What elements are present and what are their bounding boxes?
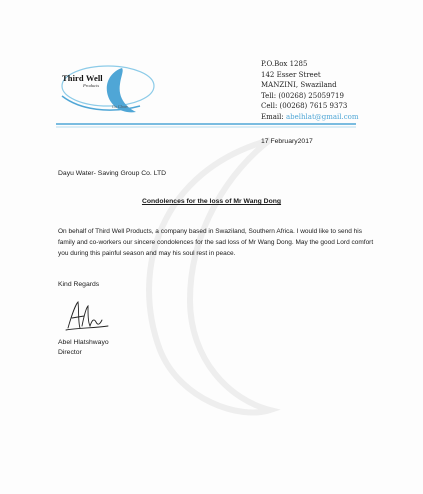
company-tagline: Go Clean bbox=[112, 104, 128, 109]
closing: Kind Regards bbox=[58, 281, 100, 288]
company-name: Third Well bbox=[62, 73, 103, 83]
address-line: P.O.Box 1285 bbox=[261, 60, 308, 68]
recipient: Dayu Water- Saving Group Co. LTD bbox=[58, 170, 167, 177]
company-sub: Products bbox=[83, 83, 100, 88]
subject-line: Condolences for the loss of Mr Wang Dong bbox=[141, 198, 282, 205]
company-logo bbox=[50, 62, 160, 124]
address-line: MANZINI, Swaziland bbox=[261, 81, 337, 90]
address-line: Cell: (00268) 7615 9373 bbox=[261, 102, 348, 111]
body-paragraph: On behalf of Third Well Products, a company based in Swaziland, Southern Africa. I would like to send his family and co-workers our sincere condolences for the sad loss of Mr Wang Dong. May the good Lord comfort you during this painful season and may his soul rest in peace. bbox=[58, 228, 374, 257]
address-line: Tell: (00268) 25059719 bbox=[261, 91, 344, 100]
address-line: 142 Esser Street bbox=[261, 70, 321, 79]
signer-name: Abel Hlatshwayo bbox=[58, 339, 109, 346]
letter-date: 17 February2017 bbox=[261, 138, 313, 145]
header-rule bbox=[56, 121, 356, 129]
signature bbox=[64, 298, 110, 334]
address-block bbox=[261, 59, 359, 123]
email-link[interactable]: abelhlat@gmail.com bbox=[286, 112, 359, 121]
email-label: Email: bbox=[261, 112, 284, 121]
signer-title: Director bbox=[58, 349, 82, 356]
